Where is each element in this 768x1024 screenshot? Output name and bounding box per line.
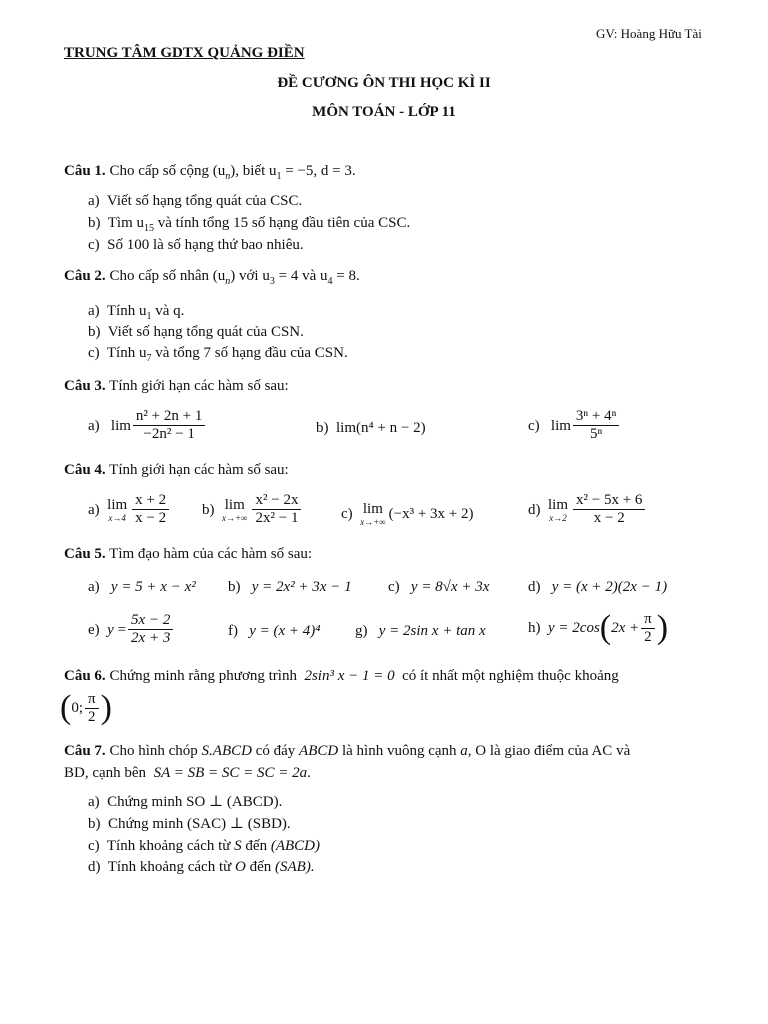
question-7-item-b <box>88 815 291 833</box>
item-letter: f) <box>228 623 238 639</box>
text: , O là giao điểm của AC và <box>467 743 631 759</box>
item-letter: b) <box>316 420 329 436</box>
denominator: 5ⁿ <box>590 426 603 442</box>
plane-name: (SAB). <box>275 859 315 875</box>
question-6-text: Chứng minh rằng phương trình <box>109 668 297 684</box>
item-letter: d) <box>528 579 541 595</box>
item-letter: a) <box>88 193 100 209</box>
question-6-interval <box>60 690 112 726</box>
question-5-item-c <box>388 578 489 596</box>
question-5-item-g <box>355 622 486 640</box>
question-4 <box>64 461 289 479</box>
item-text-tail: và tính tổng 15 số hạng đầu tiên của CSC. <box>153 215 411 231</box>
fraction <box>128 612 173 647</box>
numerator: π <box>641 611 655 629</box>
plane-name: (ABCD) <box>270 838 320 854</box>
numerator: x + 2 <box>132 492 169 510</box>
question-1-item-a <box>88 192 302 210</box>
expression: y = 8√x + 3x <box>410 579 490 595</box>
denominator: −2n² − 1 <box>143 426 195 442</box>
item-letter: a) <box>88 417 100 434</box>
left-paren: ( <box>599 609 612 646</box>
item-letter: g) <box>355 623 368 639</box>
text: có đáy <box>255 743 296 759</box>
text: là hình vuông cạnh <box>341 743 457 759</box>
item-text: Số 100 là số hạng thứ bao nhiêu. <box>107 237 304 253</box>
question-5-item-d <box>528 578 667 596</box>
item-text: Tính u <box>106 345 147 361</box>
expression: y = (x + 4)⁴ <box>249 623 321 639</box>
item-letter: c) <box>388 579 400 595</box>
denominator: 2x² − 1 <box>255 510 299 526</box>
item-text: Tính khoảng cách từ <box>107 859 235 875</box>
question-1: Câu 1. Cho cấp số cộng $(u_n)$, biết $u_1 = -5$, d = 3. <box>64 163 356 182</box>
item-letter: c) <box>341 505 353 522</box>
limit-subscript: x→2 <box>549 513 567 523</box>
question-3-label: Câu 3. <box>64 378 106 394</box>
expression: y = 2cos <box>548 620 600 636</box>
question-7-label: Câu 7. <box>64 743 106 759</box>
question-2-item-b <box>88 323 304 341</box>
point-name: S <box>234 838 242 854</box>
question-7-item-d <box>88 858 315 876</box>
question-3-item-c: c) lim $\frac{\text{3ⁿ + 4ⁿ}}{\text{5ⁿ}}$ <box>528 408 621 443</box>
item-text-tail: và q. <box>151 303 185 319</box>
numerator: x² − 5x + 6 <box>573 492 645 510</box>
question-4-item-b <box>202 492 303 527</box>
numerator: 5x − 2 <box>128 612 173 630</box>
equation: SA = SB = SC = SC = 2a <box>153 765 308 781</box>
center-name: TRUNG TÂM GDTX QUẢNG ĐIỀN <box>64 45 305 61</box>
text: Cho hình chóp <box>109 743 198 759</box>
item-letter: b) <box>202 501 215 518</box>
question-5-intro: Tìm đạo hàm của các hàm số sau: <box>109 546 313 562</box>
question-4-item-a <box>88 492 171 527</box>
expression: y = 2x² + 3x − 1 <box>251 579 352 595</box>
limit-subscript: x→+∞ <box>222 513 248 523</box>
item-letter: b) <box>88 324 101 340</box>
item-letter: a) <box>88 501 100 518</box>
numerator: n² + 2n + 1 <box>133 408 205 426</box>
limit: lim x→4 <box>107 497 128 523</box>
item-letter: c) <box>528 417 540 434</box>
subscript: 15 <box>143 223 154 234</box>
expression: y = 2sin x + tan x <box>378 623 486 639</box>
item-letter: a) <box>88 579 100 595</box>
question-5-item-f <box>228 622 321 640</box>
question-1-item-b <box>88 214 410 238</box>
question-5-item-e: e) y = $\frac{5x - 2}{2x + 3}$ <box>88 612 175 647</box>
question-1-item-c <box>88 236 304 254</box>
numerator: x² − 2x <box>252 492 301 510</box>
right-paren: ) <box>656 609 669 646</box>
question-2-cond1: = 4 và u <box>274 268 328 284</box>
edge-variable: a <box>460 743 468 759</box>
fraction <box>132 492 169 527</box>
item-text: Chứng minh (SAC) ⊥ (SBD). <box>108 816 291 832</box>
limit-subscript: x→4 <box>108 513 126 523</box>
question-6-text-tail: có ít nhất một nghiệm thuộc khoảng <box>402 668 619 684</box>
question-6 <box>64 667 619 685</box>
item-letter: c) <box>88 838 100 854</box>
document-subtitle: MÔN TOÁN - LỚP 11 <box>312 104 456 120</box>
question-7-item-a <box>88 793 282 811</box>
pyramid-name: S.ABCD <box>201 743 252 759</box>
question-5-item-b <box>228 578 352 596</box>
denominator: 2 <box>644 628 652 645</box>
item-letter: b) <box>88 215 101 231</box>
item-text: Chứng minh SO ⊥ (ABCD). <box>107 794 283 810</box>
base-name: ABCD <box>299 743 339 759</box>
item-letter: e) <box>88 621 100 638</box>
expression: (−x³ + 3x + 2) <box>388 505 474 522</box>
question-2-cond2: = 8. <box>332 268 360 284</box>
fraction <box>133 408 205 443</box>
expression-inner: 2x + <box>611 620 640 636</box>
expression: lim(n⁴ + n − 2) <box>336 420 426 436</box>
interval-left: 0; <box>71 700 83 716</box>
question-3-intro: Tính giới hạn các hàm số sau: <box>109 378 289 394</box>
right-paren: ) <box>100 689 112 726</box>
question-5 <box>64 545 312 563</box>
question-5-item-a <box>88 578 196 596</box>
question-4-item-c <box>341 500 474 527</box>
question-1-intro-tail: ), biết u <box>230 163 277 179</box>
equation: 2sin³ x − 1 = 0 <box>304 668 395 684</box>
question-5-label: Câu 5. <box>64 546 106 562</box>
item-letter: h) <box>528 620 541 636</box>
question-3-item-b <box>316 419 426 437</box>
author-line: GV: Hoàng Hữu Tài <box>596 26 702 41</box>
limit: lim x→+∞ <box>360 501 386 527</box>
item-text: Viết số hạng tổng quát của CSN. <box>107 324 304 340</box>
question-2-label: Câu 2. <box>64 268 106 284</box>
limit-subscript: x→+∞ <box>360 517 386 527</box>
item-letter: d) <box>528 501 541 518</box>
item-letter: b) <box>88 816 101 832</box>
item-text-tail: và tổng 7 số hạng đầu của CSN. <box>151 345 348 361</box>
text: BD, cạnh bên <box>64 765 147 781</box>
expression: y = (x + 2)(2x − 1) <box>551 579 668 595</box>
question-7-line-1 <box>64 742 630 760</box>
question-7-item-c <box>88 837 320 855</box>
fraction <box>573 408 619 443</box>
limit: lim x→+∞ <box>222 497 248 523</box>
numerator: π <box>85 691 99 709</box>
question-6-label: Câu 6. <box>64 668 106 684</box>
numerator: 3ⁿ + 4ⁿ <box>573 408 619 426</box>
question-7-line-2 <box>64 764 311 782</box>
denominator: 2 <box>88 708 96 725</box>
item-letter: b) <box>228 579 241 595</box>
fraction <box>252 492 301 527</box>
left-paren: ( <box>60 689 72 726</box>
document-title: ĐỀ CƯƠNG ÔN THI HỌC KÌ II <box>277 75 491 91</box>
fraction <box>641 611 655 646</box>
question-2: Câu 2. Cho cấp số nhân $(u_n)$ với $u_3 = 4$ và $u_4 = 8$. <box>64 268 360 287</box>
denominator: x − 2 <box>135 510 167 526</box>
question-5-item-h <box>528 610 668 646</box>
item-letter: a) <box>88 794 100 810</box>
item-letter: c) <box>88 345 100 361</box>
question-1-condition: = −5, d = 3. <box>281 163 356 179</box>
question-1-label: Câu 1. <box>64 163 106 179</box>
text: . <box>307 765 311 781</box>
question-4-item-d <box>528 492 647 527</box>
question-3-item-a: a) lim $\frac{\text{n² + 2n + 1}}{\text{−2n² − 1}}$ <box>88 408 207 443</box>
question-4-label: Câu 4. <box>64 462 106 478</box>
item-letter: d) <box>88 859 101 875</box>
expression: y = 5 + x − x² <box>110 579 196 595</box>
item-text: Viết số hạng tổng quát của CSC. <box>106 193 303 209</box>
item-text: Tính khoảng cách từ <box>106 838 235 854</box>
item-letter: c) <box>88 237 100 253</box>
item-text: Tính u <box>106 303 147 319</box>
item-text: đến <box>245 859 276 875</box>
denominator: x − 2 <box>593 510 625 526</box>
item-text: đến <box>241 838 271 854</box>
question-2-intro: Cho cấp số nhân (u <box>109 268 226 284</box>
limit: lim x→2 <box>548 497 569 523</box>
point-name: O <box>235 859 246 875</box>
question-4-intro: Tính giới hạn các hàm số sau: <box>109 462 289 478</box>
question-1-intro: Cho cấp số cộng (u <box>109 163 226 179</box>
question-2-intro-tail: ) với u <box>230 268 270 284</box>
fraction <box>85 691 99 726</box>
question-2-item-c: c) Tính $u_7$ và tổng 7 số hạng đầu của CSN. <box>88 345 348 364</box>
item-text: Tìm u <box>107 215 144 231</box>
question-3 <box>64 377 289 395</box>
denominator: 2x + 3 <box>131 630 171 646</box>
item-letter: a) <box>88 303 100 319</box>
fraction <box>573 492 645 527</box>
question-2-item-a: a) Tính $u_1$ và q. <box>88 303 185 322</box>
